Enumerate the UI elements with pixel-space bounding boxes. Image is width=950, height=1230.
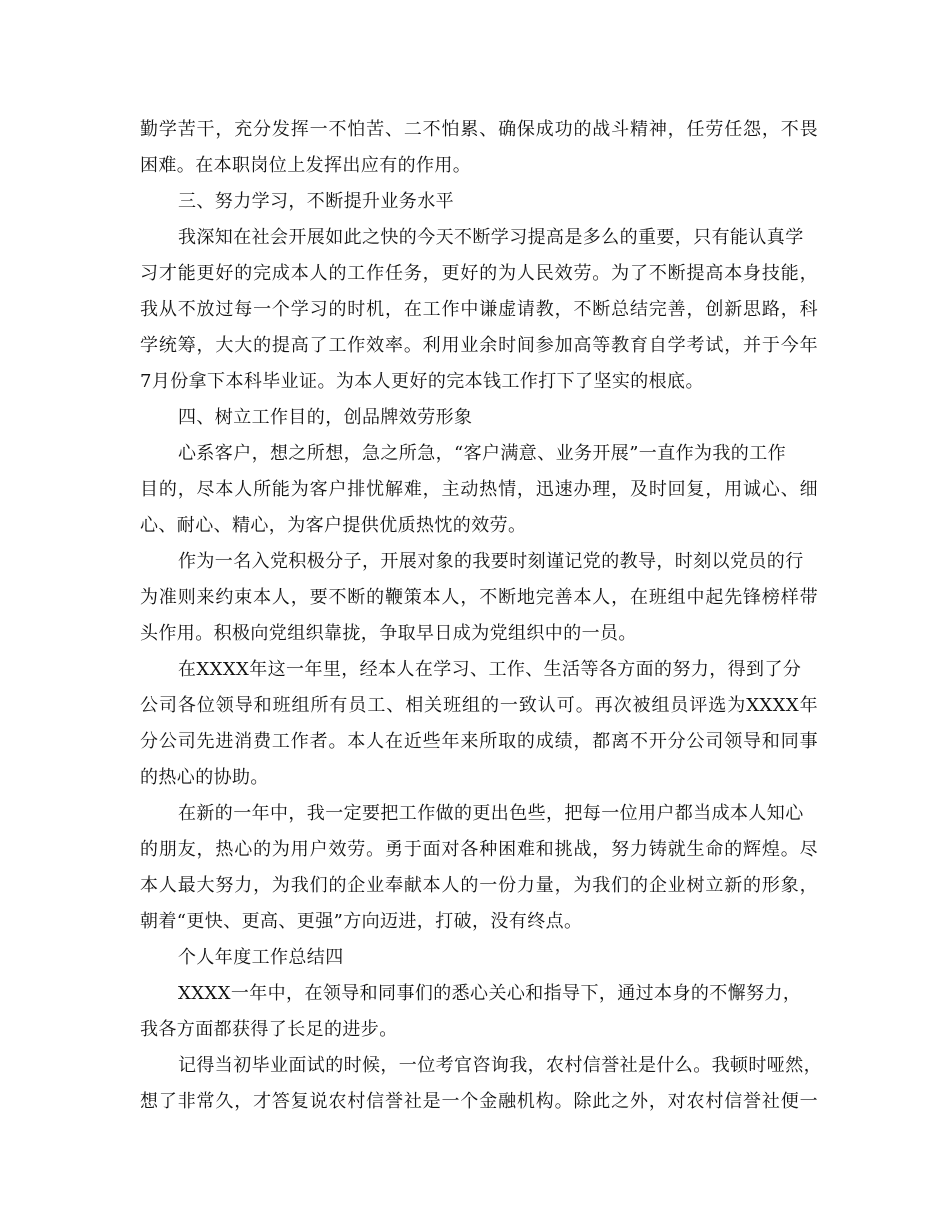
text-line: 的热心的协助。 [140, 767, 269, 788]
text-line: 心、耐心、精心，为客户提供优质热忱的效劳。 [140, 515, 527, 536]
text-line: 朝着“更快、更高、更强”方向迈进，打破，没有终点。 [140, 911, 583, 932]
text-line: 困难。在本职岗位上发挥出应有的作用。 [140, 155, 472, 176]
text-line: 我深知在社会开展如此之快的今天不断学习提高是多么的重要，只有能认真学 [178, 227, 804, 248]
section-heading: 个人年度工作总结四 [178, 947, 344, 968]
text-line: 习才能更好的完成本人的工作任务，更好的为人民效劳。为了不断提高本身技能， [140, 263, 818, 284]
text-line: 想了非常久，才答复说农村信誉社是一个金融机构。除此之外，对农村信誉社便一 [140, 1091, 818, 1112]
text-line: 公司各位领导和班组所有员工、相关班组的一致认可。再次被组员评选为XXXX年 [140, 695, 818, 716]
text-line: 在新的一年中，我一定要把工作做的更出色些，把每一位用户都当成本人知心 [178, 803, 804, 824]
text-line: XXXX一年中，在领导和同事们的悉心关心和指导下，通过本身的不懈努力， [178, 983, 802, 1004]
text-line: 我各方面都获得了长足的进步。 [140, 1019, 398, 1040]
text-line: 我从不放过每一个学习的时机，在工作中谦虚请教，不断总结完善，创新思路，科 [140, 299, 818, 320]
text-line: 学统筹，大大的提高了工作效率。利用业余时间参加高等教育自学考试，并于今年 [140, 335, 818, 356]
section-heading: 四、树立工作目的，创品牌效劳形象 [178, 407, 473, 428]
text-line: 本人最大努力，为我们的企业奉献本人的一份力量，为我们的企业树立新的形象， [140, 875, 818, 896]
section-heading: 三、努力学习，不断提升业务水平 [178, 191, 454, 212]
text-line: 记得当初毕业面试的时候，一位考官咨询我，农村信誉社是什么。我顿时哑然， [178, 1055, 822, 1076]
text-line: 为准则来约束本人，要不断的鞭策本人，不断地完善本人，在班组中起先锋榜样带 [140, 587, 818, 608]
text-line: 的朋友，热心的为用户效劳。勇于面对各种困难和挑战，努力铸就生命的辉煌。尽 [140, 839, 818, 860]
text-line: 心系客户，想之所想，急之所急，“客户满意、业务开展”一直作为我的工作 [178, 443, 787, 464]
text-line: 头作用。积极向党组织靠拢，争取早日成为党组织中的一员。 [140, 623, 637, 644]
text-line: 在XXXX年这一年里，经本人在学习、工作、生活等各方面的努力，得到了分 [178, 659, 802, 680]
text-line: 7月份拿下本科毕业证。为本人更好的完本钱工作打下了坚实的根底。 [140, 371, 704, 392]
text-line: 分公司先进消费工作者。本人在近些年来所取的成绩，都离不开分公司领导和同事 [140, 731, 818, 752]
text-line: 目的，尽本人所能为客户排忧解难，主动热情，迅速办理，及时回复，用诚心、细 [140, 479, 818, 500]
text-line: 勤学苦干，充分发挥一不怕苦、二不怕累、确保成功的战斗精神，任劳任怨，不畏 [140, 119, 818, 140]
text-line: 作为一名入党积极分子，开展对象的我要时刻谨记党的教导，时刻以党员的行 [178, 551, 804, 572]
